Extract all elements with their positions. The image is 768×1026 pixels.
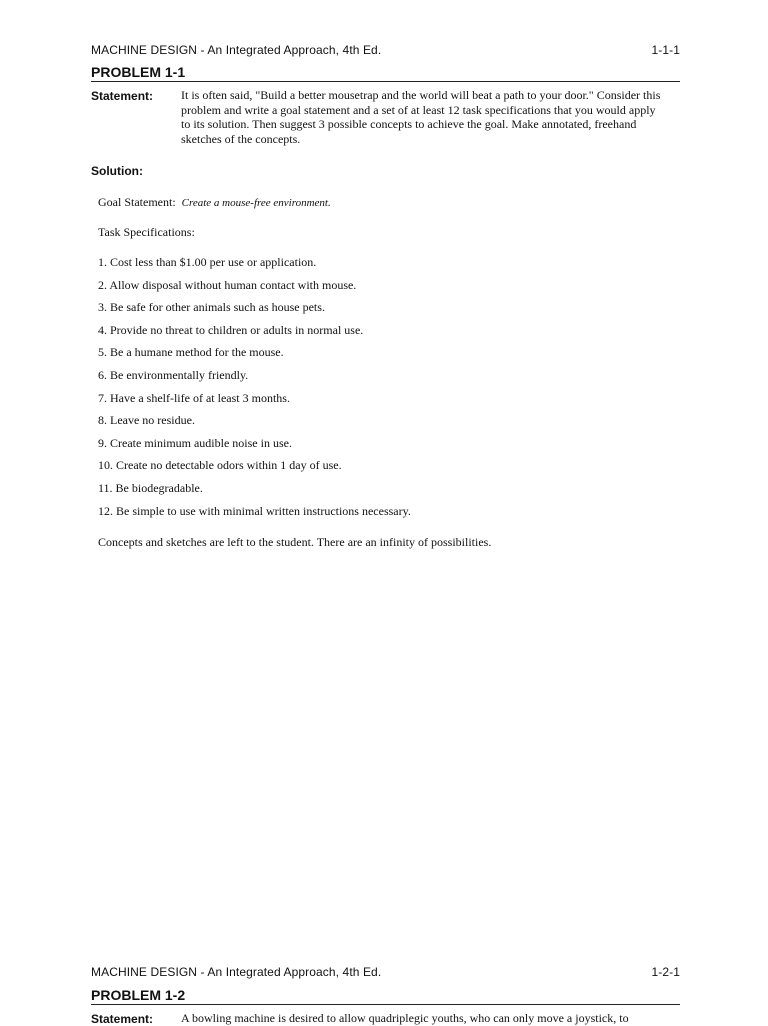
solution-label: Solution: (91, 164, 143, 178)
page-number: 1-1-1 (651, 43, 680, 57)
list-item: 5. Be a humane method for the mouse. (98, 345, 284, 360)
goal-label: Goal Statement: (98, 195, 176, 209)
list-item: 8. Leave no residue. (98, 413, 195, 428)
statement-label-2: Statement: (91, 1012, 154, 1026)
book-title: MACHINE DESIGN - An Integrated Approach, 4th Ed. (91, 43, 382, 57)
list-item: 6. Be environmentally friendly. (98, 367, 249, 382)
book-title-2: MACHINE DESIGN - An Integrated Approach, 4th Ed. (91, 965, 382, 979)
page-number-2: 1-2-1 (651, 965, 680, 979)
goal-statement (98, 195, 331, 210)
concepts-note: Concepts and sketches are left to the student. There are an infinity of possibilities. (98, 535, 492, 549)
statement-text: It is often said, "Build a better mousetrap and the world will beat a path to your door." Consider this problem and write a goal statement and a set of at least 12 task specifications that you would apply to its solution. Then suggest 3 possible concepts to achieve the goal. Make annotated, freehand sketches of the concepts. (181, 88, 661, 146)
list-item: 11. Be biodegradable. (98, 480, 203, 495)
statement-label: Statement: (91, 89, 154, 103)
task-list (98, 255, 411, 526)
problem-title-2: PROBLEM 1-2 (91, 987, 680, 1005)
task-specifications-heading: Task Specifications: (98, 225, 195, 239)
problem-title: PROBLEM 1-1 (91, 64, 680, 82)
list-item: 2. Allow disposal without human contact with mouse. (98, 277, 357, 292)
list-item: 1. Cost less than $1.00 per use or application. (98, 255, 317, 269)
list-item: 3. Be safe for other animals such as house pets. (98, 300, 325, 315)
list-item: 10. Create no detectable odors within 1 day of use. (98, 458, 342, 473)
list-item: 12. Be simple to use with minimal written instructions necessary. (98, 503, 411, 518)
list-item: 9. Create minimum audible noise in use. (98, 435, 292, 450)
goal-value: Create a mouse-free environment. (181, 197, 331, 209)
list-item: 7. Have a shelf-life of at least 3 months. (98, 390, 290, 405)
statement-text-2: A bowling machine is desired to allow quadriplegic youths, who can only move a joystick, to (181, 1011, 629, 1025)
list-item: 4. Provide no threat to children or adults in normal use. (98, 322, 364, 337)
